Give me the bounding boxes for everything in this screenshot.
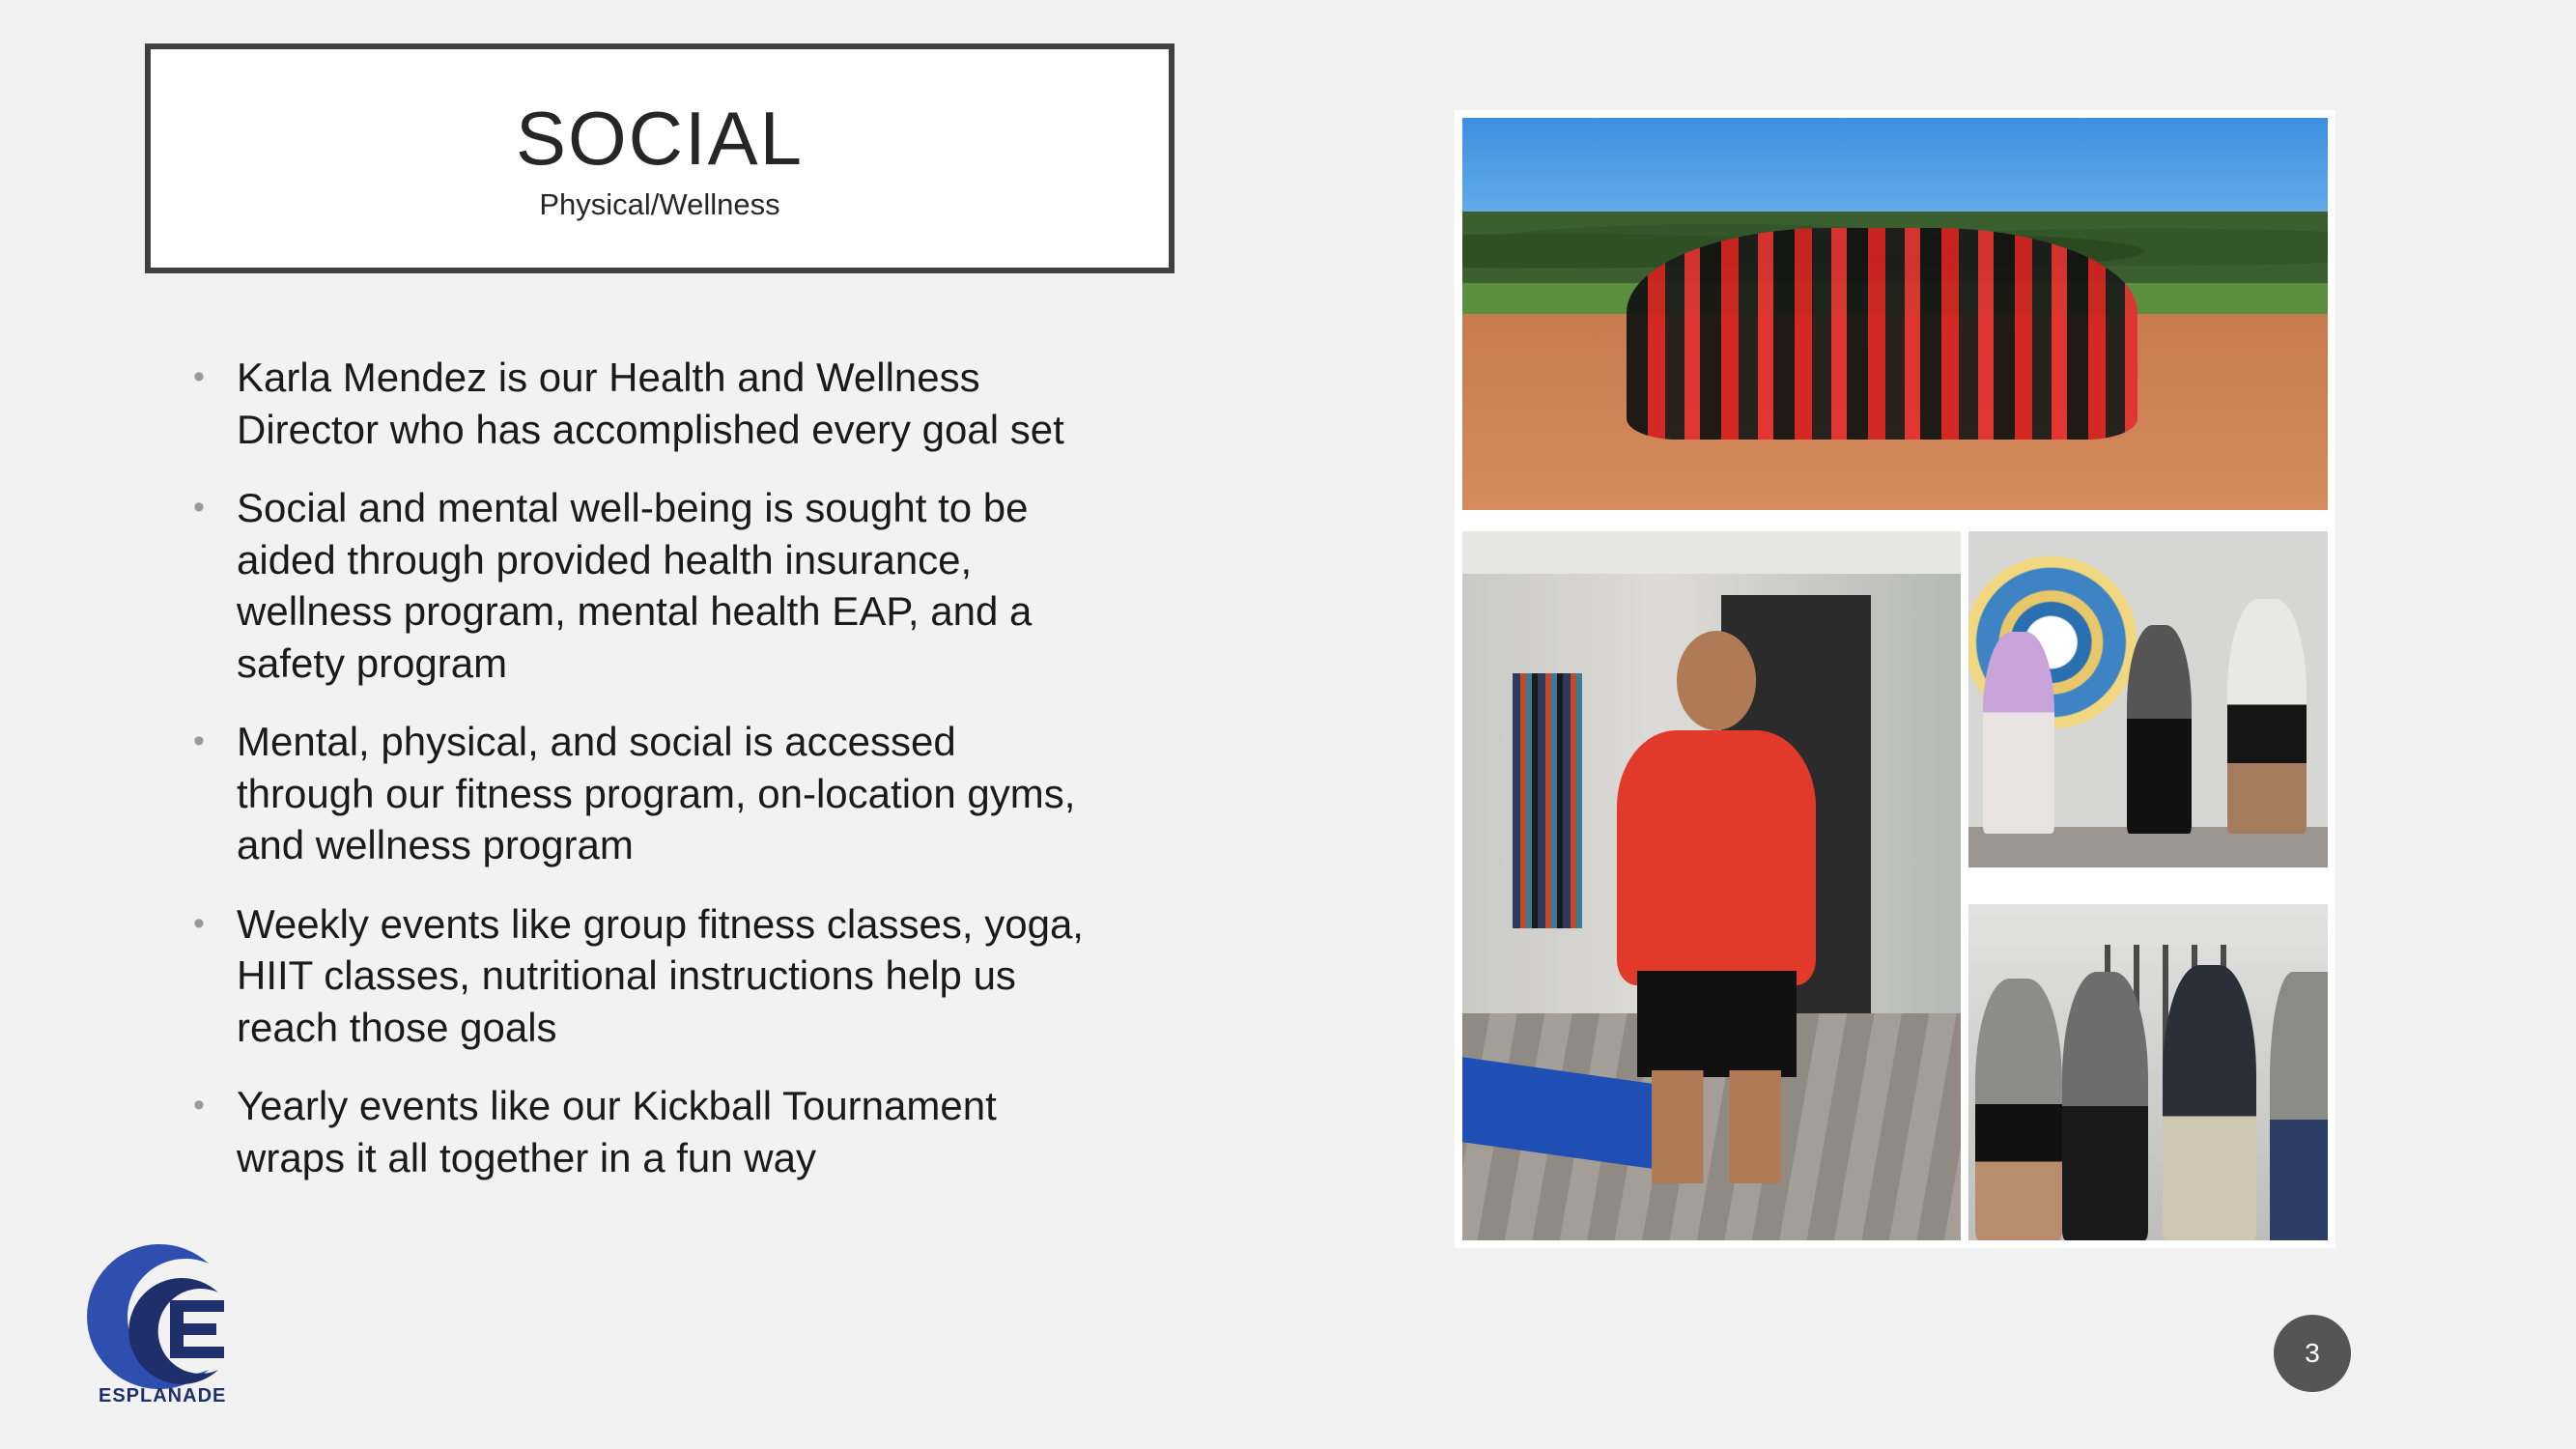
bullet-dot-icon: • xyxy=(193,723,205,759)
mural-photo xyxy=(1968,531,2328,867)
bullet-dot-icon: • xyxy=(193,489,205,526)
bullet-dot-icon: • xyxy=(193,358,205,395)
bullet-text: Social and mental well-being is sought to be aided through provided health insurance, wellness program, mental health EAP, and a safety program xyxy=(237,485,1033,686)
title-box xyxy=(145,43,1175,273)
bullet-item xyxy=(193,1080,1091,1183)
esplanade-logo xyxy=(64,1235,247,1408)
bullet-text: Yearly events like our Kickball Tournament wraps it all together in a fun way xyxy=(237,1083,997,1180)
bullet-list xyxy=(193,352,1091,1210)
bullet-item xyxy=(193,898,1091,1054)
bullet-text: Karla Mendez is our Health and Wellness Director who has accomplished every goal set xyxy=(237,355,1064,452)
bullet-item xyxy=(193,482,1091,689)
bullet-dot-icon: • xyxy=(193,1087,205,1123)
logo-wordmark: ESPLANADE xyxy=(99,1385,227,1406)
slide-subtitle: Physical/Wellness xyxy=(539,187,780,221)
page-number-badge: 3 xyxy=(2274,1315,2351,1392)
bullet-item xyxy=(193,716,1091,871)
bullet-text: Mental, physical, and social is accessed through our fitness program, on-location gyms, and wellness program xyxy=(237,719,1076,867)
bullet-item xyxy=(193,352,1091,455)
trophy-photo xyxy=(1462,531,1961,1240)
slide-title: SOCIAL xyxy=(515,96,805,181)
bullet-text: Weekly events like group fitness classes, yoga, HIIT classes, nutritional instructions help us reach those goals xyxy=(237,900,1084,1050)
gym-photo xyxy=(1968,904,2328,1240)
team-photo xyxy=(1462,118,2328,510)
bullet-dot-icon: • xyxy=(193,904,205,942)
